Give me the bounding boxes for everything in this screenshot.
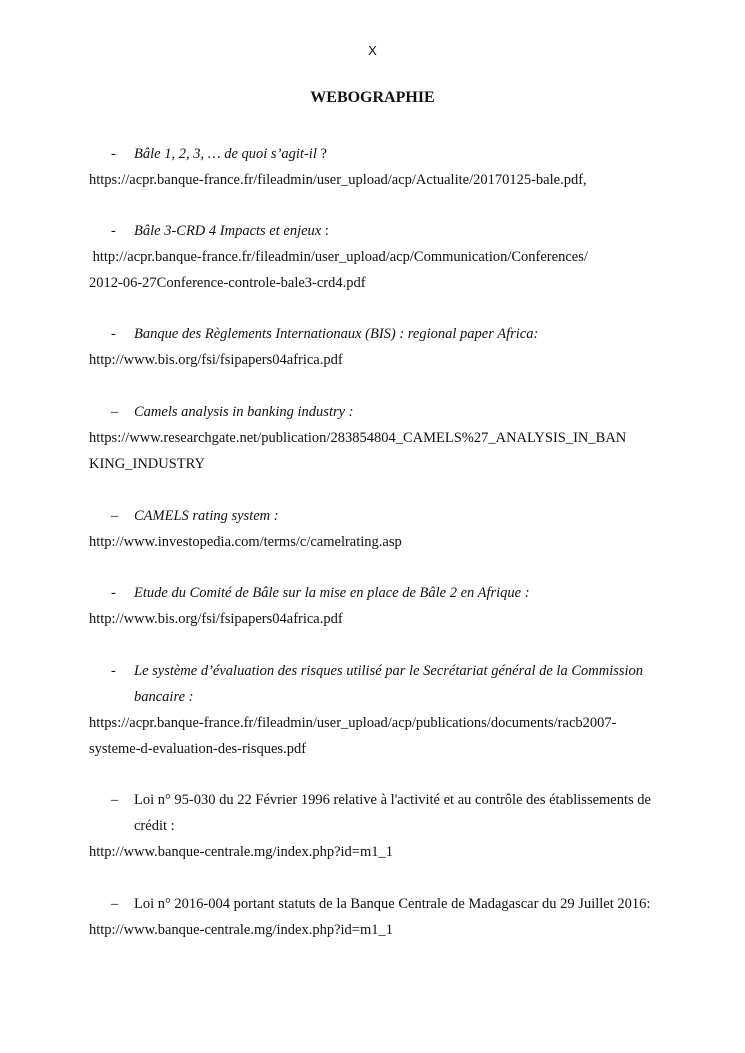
list-bullet: - [111, 146, 116, 162]
reference-entry [89, 580, 669, 632]
entry-title-line [89, 399, 669, 425]
reference-entry [89, 891, 669, 943]
entry-title-line [89, 787, 669, 839]
entry-url[interactable]: https://www.researchgate.net/publication/283854804_CAMELS%27_ANALYSIS_IN_BAN [89, 430, 627, 446]
list-bullet: – [111, 508, 119, 524]
entry-title-line [89, 503, 669, 529]
entry-title: Loi n° 2016-004 portant statuts de la Banque Centrale de Madagascar du 29 Juillet 2016: [134, 896, 651, 912]
entry-title-line [89, 580, 669, 606]
list-bullet: – [111, 896, 119, 912]
page-number: X [368, 43, 377, 58]
entry-url[interactable]: http://www.banque-centrale.mg/index.php?id=m1_1 [89, 844, 394, 860]
reference-entry [89, 787, 669, 865]
entry-url[interactable]: http://www.bis.org/fsi/fsipapers04africa.pdf [89, 352, 343, 368]
list-bullet: - [111, 223, 116, 239]
page-title: WEBOGRAPHIE [310, 89, 435, 106]
list-bullet: – [111, 404, 119, 420]
entry-title: Loi n° 95-030 du 22 Février 1996 relative à l'activité et au contrôle des établissements de crédit : [134, 792, 651, 834]
list-bullet: - [111, 326, 116, 342]
entry-title: Le système d’évaluation des risques utilisé par le Secrétariat général de la Commission bancaire : [134, 663, 644, 705]
entry-url[interactable]: https://acpr.banque-france.fr/fileadmin/user_upload/acp/publications/documents/racb2007- [89, 715, 617, 731]
entry-url-continued[interactable]: KING_INDUSTRY [89, 456, 205, 472]
reference-entry [89, 658, 669, 762]
entry-title-line [89, 658, 669, 710]
entry-url[interactable]: https://acpr.banque-france.fr/fileadmin/user_upload/acp/Actualite/20170125-bale.pdf, [89, 172, 587, 188]
list-bullet: - [111, 663, 116, 679]
entry-title-suffix: : [321, 223, 329, 239]
entry-title-line [89, 891, 669, 917]
reference-entry [89, 218, 669, 296]
entry-title-line [89, 141, 669, 167]
entry-url-continued[interactable]: 2012-06-27Conference-controle-bale3-crd4.pdf [89, 275, 366, 291]
entry-url[interactable]: http://www.investopedia.com/terms/c/camelrating.asp [89, 534, 402, 550]
entry-title: Etude du Comité de Bâle sur la mise en place de Bâle 2 en Afrique : [134, 585, 530, 601]
list-bullet: - [111, 585, 116, 601]
reference-entry [89, 321, 669, 373]
entry-title: Bâle 3-CRD 4 Impacts et enjeux [134, 223, 322, 239]
entry-title: Camels analysis in banking industry : [134, 404, 354, 420]
reference-entry [89, 141, 669, 193]
entry-title-line [89, 218, 669, 244]
entry-url[interactable]: http://www.banque-centrale.mg/index.php?id=m1_1 [89, 922, 394, 938]
entry-title-line [89, 321, 669, 347]
entry-url[interactable]: http://acpr.banque-france.fr/fileadmin/user_upload/acp/Communication/Conferences/ [89, 249, 588, 265]
entry-title: CAMELS rating system : [134, 508, 279, 524]
entry-title-suffix: ? [316, 146, 327, 162]
entry-url-continued[interactable]: systeme-d-evaluation-des-risques.pdf [89, 741, 307, 757]
entry-title: Banque des Règlements Internationaux (BIS) : regional paper Africa: [134, 326, 539, 342]
reference-entry [89, 503, 669, 555]
entry-url[interactable]: http://www.bis.org/fsi/fsipapers04africa.pdf [89, 611, 343, 627]
list-bullet: – [111, 792, 119, 808]
entry-title: Bâle 1, 2, 3, … de quoi s’agit-il [134, 146, 317, 162]
reference-entry [89, 399, 669, 477]
